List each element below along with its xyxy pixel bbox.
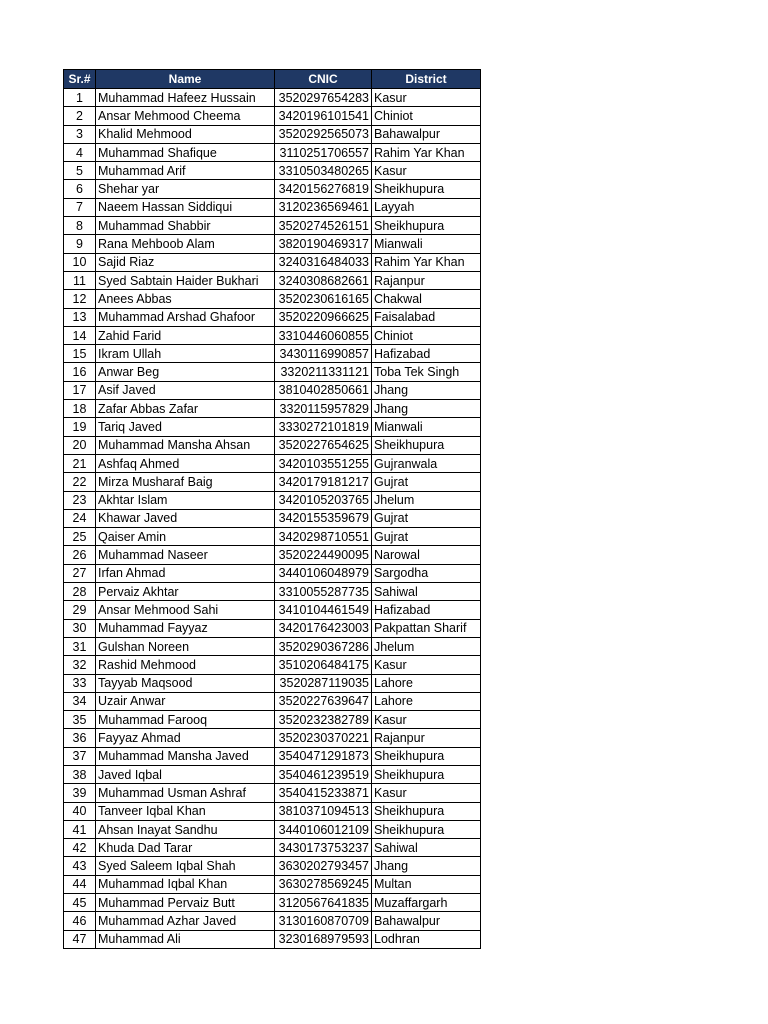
header-sr: Sr.# (64, 70, 96, 89)
cell-sr: 36 (64, 729, 96, 747)
table-row (64, 308, 481, 326)
cell-name: Muhammad Arshad Ghafoor (96, 308, 275, 326)
cell-sr: 31 (64, 637, 96, 655)
cell-name: Uzair Anwar (96, 692, 275, 710)
cell-name: Qaiser Amin (96, 528, 275, 546)
cell-name: Syed Sabtain Haider Bukhari (96, 271, 275, 289)
cell-name: Tariq Javed (96, 418, 275, 436)
cell-name: Anwar Beg (96, 363, 275, 381)
cell-name: Khawar Javed (96, 509, 275, 527)
header-name: Name (96, 70, 275, 89)
table-row (64, 711, 481, 729)
cell-district: Kasur (372, 784, 481, 802)
cell-cnic: 3240316484033 (275, 253, 372, 271)
cell-district: Hafizabad (372, 601, 481, 619)
cell-cnic: 3540415233871 (275, 784, 372, 802)
cell-sr: 40 (64, 802, 96, 820)
cell-district: Chiniot (372, 326, 481, 344)
cell-cnic: 3120567641835 (275, 894, 372, 912)
cell-district: Mianwali (372, 418, 481, 436)
table-body (64, 89, 481, 949)
cell-cnic: 3520290367286 (275, 637, 372, 655)
cell-district: Gujrat (372, 528, 481, 546)
table-row (64, 454, 481, 472)
table-row (64, 162, 481, 180)
cell-cnic: 3540471291873 (275, 747, 372, 765)
cell-district: Gujrat (372, 509, 481, 527)
cell-sr: 34 (64, 692, 96, 710)
cell-sr: 39 (64, 784, 96, 802)
table-row (64, 491, 481, 509)
cell-name: Rana Mehboob Alam (96, 235, 275, 253)
cell-district: Sheikhupura (372, 180, 481, 198)
cell-district: Chakwal (372, 290, 481, 308)
cell-district: Jhelum (372, 637, 481, 655)
cell-cnic: 3520230370221 (275, 729, 372, 747)
cell-cnic: 3510206484175 (275, 656, 372, 674)
cell-cnic: 3420196101541 (275, 107, 372, 125)
cell-name: Muhammad Ali (96, 930, 275, 948)
cell-cnic: 3310446060855 (275, 326, 372, 344)
cell-sr: 24 (64, 509, 96, 527)
cell-district: Jhang (372, 381, 481, 399)
cell-district: Gujrat (372, 473, 481, 491)
cell-sr: 13 (64, 308, 96, 326)
cell-name: Ansar Mehmood Sahi (96, 601, 275, 619)
cell-district: Sheikhupura (372, 820, 481, 838)
cell-district: Sheikhupura (372, 747, 481, 765)
cell-name: Pervaiz Akhtar (96, 583, 275, 601)
table-row (64, 125, 481, 143)
cell-name: Muhammad Usman Ashraf (96, 784, 275, 802)
table-row (64, 345, 481, 363)
cell-cnic: 3520297654283 (275, 89, 372, 107)
cell-cnic: 3520274526151 (275, 217, 372, 235)
table-row (64, 583, 481, 601)
table-row (64, 747, 481, 765)
cell-district: Jhang (372, 857, 481, 875)
cell-district: Faisalabad (372, 308, 481, 326)
cell-cnic: 3110251706557 (275, 143, 372, 161)
cell-name: Asif Javed (96, 381, 275, 399)
cell-sr: 2 (64, 107, 96, 125)
table-row (64, 381, 481, 399)
table-row (64, 692, 481, 710)
cell-name: Mirza Musharaf Baig (96, 473, 275, 491)
cell-name: Muhammad Arif (96, 162, 275, 180)
cell-name: Khuda Dad Tarar (96, 839, 275, 857)
table-row (64, 198, 481, 216)
cell-district: Kasur (372, 711, 481, 729)
cell-name: Gulshan Noreen (96, 637, 275, 655)
cell-district: Toba Tek Singh (372, 363, 481, 381)
cell-name: Fayyaz Ahmad (96, 729, 275, 747)
cell-sr: 3 (64, 125, 96, 143)
cell-sr: 1 (64, 89, 96, 107)
table-row (64, 436, 481, 454)
cell-sr: 19 (64, 418, 96, 436)
cell-name: Muhammad Farooq (96, 711, 275, 729)
cell-district: Bahawalpur (372, 125, 481, 143)
cell-sr: 23 (64, 491, 96, 509)
cell-district: Multan (372, 875, 481, 893)
cell-sr: 18 (64, 400, 96, 418)
table-row (64, 637, 481, 655)
cell-district: Rajanpur (372, 271, 481, 289)
table-row (64, 253, 481, 271)
cell-district: Rajanpur (372, 729, 481, 747)
cell-sr: 35 (64, 711, 96, 729)
table-row (64, 784, 481, 802)
table-row (64, 802, 481, 820)
cell-sr: 5 (64, 162, 96, 180)
cell-cnic: 3120236569461 (275, 198, 372, 216)
table-row (64, 930, 481, 948)
cell-sr: 42 (64, 839, 96, 857)
cell-cnic: 3440106048979 (275, 564, 372, 582)
table-row (64, 656, 481, 674)
cell-name: Muhammad Mansha Javed (96, 747, 275, 765)
cell-cnic: 3230168979593 (275, 930, 372, 948)
cell-cnic: 3420103551255 (275, 454, 372, 472)
table-row (64, 326, 481, 344)
table-row (64, 619, 481, 637)
table-row (64, 290, 481, 308)
cell-sr: 14 (64, 326, 96, 344)
cell-sr: 41 (64, 820, 96, 838)
cell-district: Sheikhupura (372, 436, 481, 454)
cell-sr: 21 (64, 454, 96, 472)
cell-cnic: 3520230616165 (275, 290, 372, 308)
cell-name: Zafar Abbas Zafar (96, 400, 275, 418)
cell-cnic: 3430116990857 (275, 345, 372, 363)
cell-name: Ikram Ullah (96, 345, 275, 363)
cell-cnic: 3810371094513 (275, 802, 372, 820)
cell-name: Khalid Mehmood (96, 125, 275, 143)
cell-district: Jhelum (372, 491, 481, 509)
table-row (64, 894, 481, 912)
cell-sr: 25 (64, 528, 96, 546)
cell-sr: 17 (64, 381, 96, 399)
cell-name: Muhammad Hafeez Hussain (96, 89, 275, 107)
cell-cnic: 3630202793457 (275, 857, 372, 875)
table-row (64, 765, 481, 783)
cell-sr: 37 (64, 747, 96, 765)
cell-sr: 46 (64, 912, 96, 930)
cell-sr: 27 (64, 564, 96, 582)
header-district: District (372, 70, 481, 89)
table-row (64, 363, 481, 381)
table-row (64, 546, 481, 564)
cell-cnic: 3310055287735 (275, 583, 372, 601)
cell-district: Sahiwal (372, 583, 481, 601)
cell-name: Ashfaq Ahmed (96, 454, 275, 472)
table-row (64, 839, 481, 857)
cell-sr: 33 (64, 674, 96, 692)
cell-district: Lahore (372, 692, 481, 710)
cell-name: Muhammad Naseer (96, 546, 275, 564)
cell-district: Lodhran (372, 930, 481, 948)
cell-name: Muhammad Shafique (96, 143, 275, 161)
cell-district: Kasur (372, 162, 481, 180)
table-row (64, 912, 481, 930)
table-row (64, 674, 481, 692)
cell-name: Muhammad Mansha Ahsan (96, 436, 275, 454)
cell-district: Mianwali (372, 235, 481, 253)
cell-sr: 15 (64, 345, 96, 363)
cell-cnic: 3410104461549 (275, 601, 372, 619)
cell-sr: 29 (64, 601, 96, 619)
cell-district: Narowal (372, 546, 481, 564)
cell-sr: 44 (64, 875, 96, 893)
table-row (64, 601, 481, 619)
cell-district: Sahiwal (372, 839, 481, 857)
cell-name: Naeem Hassan Siddiqui (96, 198, 275, 216)
cell-cnic: 3520220966625 (275, 308, 372, 326)
cell-district: Sargodha (372, 564, 481, 582)
cell-name: Sajid Riaz (96, 253, 275, 271)
cell-name: Muhammad Shabbir (96, 217, 275, 235)
cell-name: Tayyab Maqsood (96, 674, 275, 692)
cell-name: Muhammad Azhar Javed (96, 912, 275, 930)
cell-cnic: 3420298710551 (275, 528, 372, 546)
cell-cnic: 3520227654625 (275, 436, 372, 454)
cell-district: Pakpattan Sharif (372, 619, 481, 637)
cell-sr: 22 (64, 473, 96, 491)
table-row (64, 143, 481, 161)
cell-district: Layyah (372, 198, 481, 216)
table-row (64, 271, 481, 289)
cell-name: Javed Iqbal (96, 765, 275, 783)
cell-sr: 47 (64, 930, 96, 948)
table-row (64, 509, 481, 527)
cell-sr: 20 (64, 436, 96, 454)
cell-sr: 12 (64, 290, 96, 308)
table-row (64, 729, 481, 747)
cell-cnic: 3320115957829 (275, 400, 372, 418)
table-row (64, 820, 481, 838)
cell-cnic: 3420105203765 (275, 491, 372, 509)
cell-district: Bahawalpur (372, 912, 481, 930)
table-row (64, 564, 481, 582)
cell-cnic: 3810402850661 (275, 381, 372, 399)
cell-cnic: 3630278569245 (275, 875, 372, 893)
cell-cnic: 3420179181217 (275, 473, 372, 491)
table-row (64, 473, 481, 491)
cell-name: Rashid Mehmood (96, 656, 275, 674)
table-row (64, 400, 481, 418)
cell-district: Rahim Yar Khan (372, 143, 481, 161)
cell-district: Lahore (372, 674, 481, 692)
cell-district: Sheikhupura (372, 765, 481, 783)
cell-district: Kasur (372, 656, 481, 674)
cell-cnic: 3540461239519 (275, 765, 372, 783)
cell-district: Sheikhupura (372, 217, 481, 235)
cell-cnic: 3430173753237 (275, 839, 372, 857)
cell-sr: 16 (64, 363, 96, 381)
cell-sr: 4 (64, 143, 96, 161)
table-row (64, 857, 481, 875)
cell-cnic: 3310503480265 (275, 162, 372, 180)
cell-name: Muhammad Fayyaz (96, 619, 275, 637)
cell-district: Sheikhupura (372, 802, 481, 820)
cell-district: Muzaffargarh (372, 894, 481, 912)
cell-cnic: 3520287119035 (275, 674, 372, 692)
cell-sr: 45 (64, 894, 96, 912)
cell-name: Anees Abbas (96, 290, 275, 308)
cell-cnic: 3240308682661 (275, 271, 372, 289)
table-row (64, 875, 481, 893)
cell-sr: 10 (64, 253, 96, 271)
cell-name: Ahsan Inayat Sandhu (96, 820, 275, 838)
header-cnic: CNIC (275, 70, 372, 89)
cell-name: Shehar yar (96, 180, 275, 198)
cell-district: Kasur (372, 89, 481, 107)
cell-name: Syed Saleem Iqbal Shah (96, 857, 275, 875)
data-table (63, 69, 481, 949)
cell-district: Gujranwala (372, 454, 481, 472)
table-row (64, 235, 481, 253)
cell-district: Rahim Yar Khan (372, 253, 481, 271)
cell-sr: 26 (64, 546, 96, 564)
cell-name: Irfan Ahmad (96, 564, 275, 582)
cell-district: Hafizabad (372, 345, 481, 363)
cell-cnic: 3130160870709 (275, 912, 372, 930)
table-row (64, 418, 481, 436)
header-row (64, 70, 481, 89)
cell-district: Jhang (372, 400, 481, 418)
cell-cnic: 3420176423003 (275, 619, 372, 637)
cell-sr: 43 (64, 857, 96, 875)
cell-sr: 38 (64, 765, 96, 783)
table-row (64, 180, 481, 198)
cell-sr: 9 (64, 235, 96, 253)
cell-cnic: 3330272101819 (275, 418, 372, 436)
cell-cnic: 3520232382789 (275, 711, 372, 729)
cell-name: Tanveer Iqbal Khan (96, 802, 275, 820)
cell-sr: 7 (64, 198, 96, 216)
table-row (64, 89, 481, 107)
cell-sr: 11 (64, 271, 96, 289)
cell-cnic: 3320211331121 (275, 363, 372, 381)
cell-cnic: 3420156276819 (275, 180, 372, 198)
cell-district: Chiniot (372, 107, 481, 125)
cell-name: Akhtar Islam (96, 491, 275, 509)
cell-cnic: 3820190469317 (275, 235, 372, 253)
cell-sr: 30 (64, 619, 96, 637)
cell-cnic: 3420155359679 (275, 509, 372, 527)
table-row (64, 528, 481, 546)
cell-name: Muhammad Pervaiz Butt (96, 894, 275, 912)
cell-sr: 32 (64, 656, 96, 674)
cell-cnic: 3520227639647 (275, 692, 372, 710)
cell-name: Zahid Farid (96, 326, 275, 344)
cell-name: Muhammad Iqbal Khan (96, 875, 275, 893)
table-row (64, 217, 481, 235)
cell-name: Ansar Mehmood Cheema (96, 107, 275, 125)
cell-sr: 8 (64, 217, 96, 235)
cell-sr: 6 (64, 180, 96, 198)
cell-cnic: 3440106012109 (275, 820, 372, 838)
table-row (64, 107, 481, 125)
cell-cnic: 3520292565073 (275, 125, 372, 143)
cell-sr: 28 (64, 583, 96, 601)
cell-cnic: 3520224490095 (275, 546, 372, 564)
